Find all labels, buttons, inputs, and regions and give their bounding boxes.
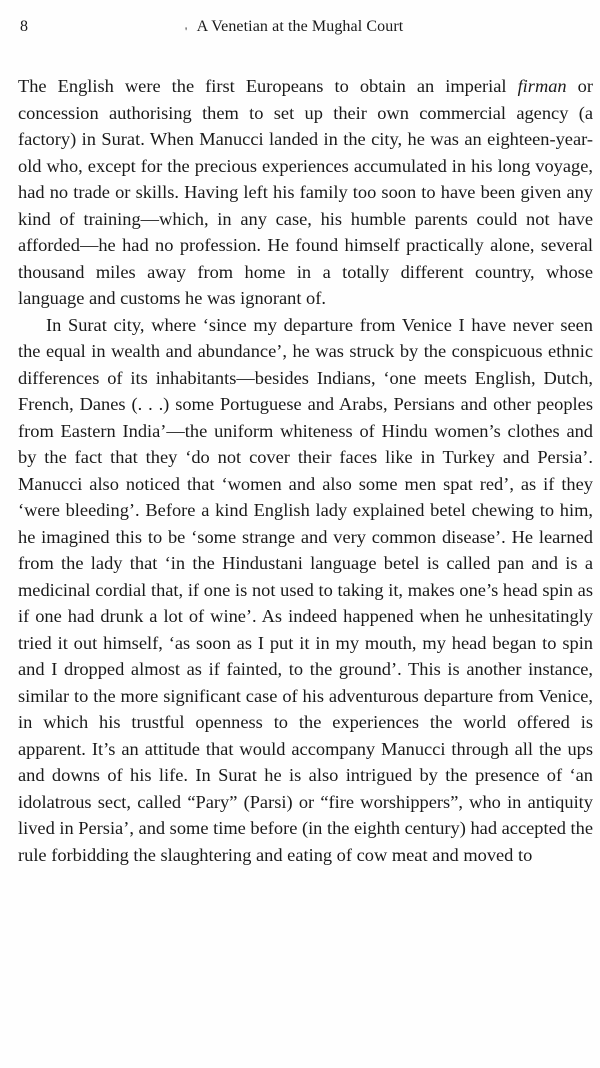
body-text [18,73,593,868]
paragraph-2: In Surat city, where ‘since my departure from Venice I have never seen the equal in wealth and abundance’, he was struck by the conspicuous ethnic differences of its inhabitants—besides Indians, ‘one meets English, Dutch, French, Danes (. . .) some Portuguese and Arabs, Persians and other peoples from Eastern India’—the uniform whiteness of Hindu women’s clothes and by the fact that they ‘do not cover their faces like in Turkey and Persia’. Manucci also noticed that ‘women and also some men spat red’, as if they ‘were bleeding’. Before a kind English lady explained betel chewing to him, he imagined this to be ‘some strange and very common disease’. He learned from the lady that ‘in the Hindustani language betel is called pan and is a medicinal cordial that, if one is not used to taking it, makes one’s head spin as if one had drunk a lot of wine’. As indeed happened when he unhesitatingly tried it out himself, ‘as soon as I put it in my mouth, my head began to spin and I dropped almost as if fainted, to the ground’. This is another instance, similar to the more significant case of his adventurous departure from Venice, in which his trustful openness to the experiences the world offered is apparent. It’s an attitude that would accompany Manucci through all the ups and downs of his life. In Surat he is also intrigued by the presence of ‘an idolatrous sect, called “Pary” (Parsi) or “fire worshippers”, who in antiquity lived in Persia’, and some time before (in the eighth century) had accepted the rule forbidding the slaughtering and eating of cow meat and moved to [18,314,594,865]
running-title: A Venetian at the Mughal Court [196,18,404,35]
stray-mark: ' [185,24,188,38]
page-header [18,18,582,42]
italic-term-firman: firman [517,76,567,96]
page-number: 8 [20,18,28,35]
paragraph-1-start: The English were the first Europeans to obtain an imperial [18,76,518,96]
paragraph-1 [18,73,593,312]
paragraph-1-rest: or concession authorising them to set up their own commercial agency (a factory) in Surat. When Manucci landed in the city, he was an eighteen-year-old who, except for the precious experiences accumulated in his long voyage, had no trade or skills. Having left his family too soon to have been given any kind of training—which, in any case, his humble parents could not have afforded—he had no profession. He found himself practically alone, several thousand miles away from home in a totally different country, whose language and customs he was ignorant of. [18,76,593,308]
